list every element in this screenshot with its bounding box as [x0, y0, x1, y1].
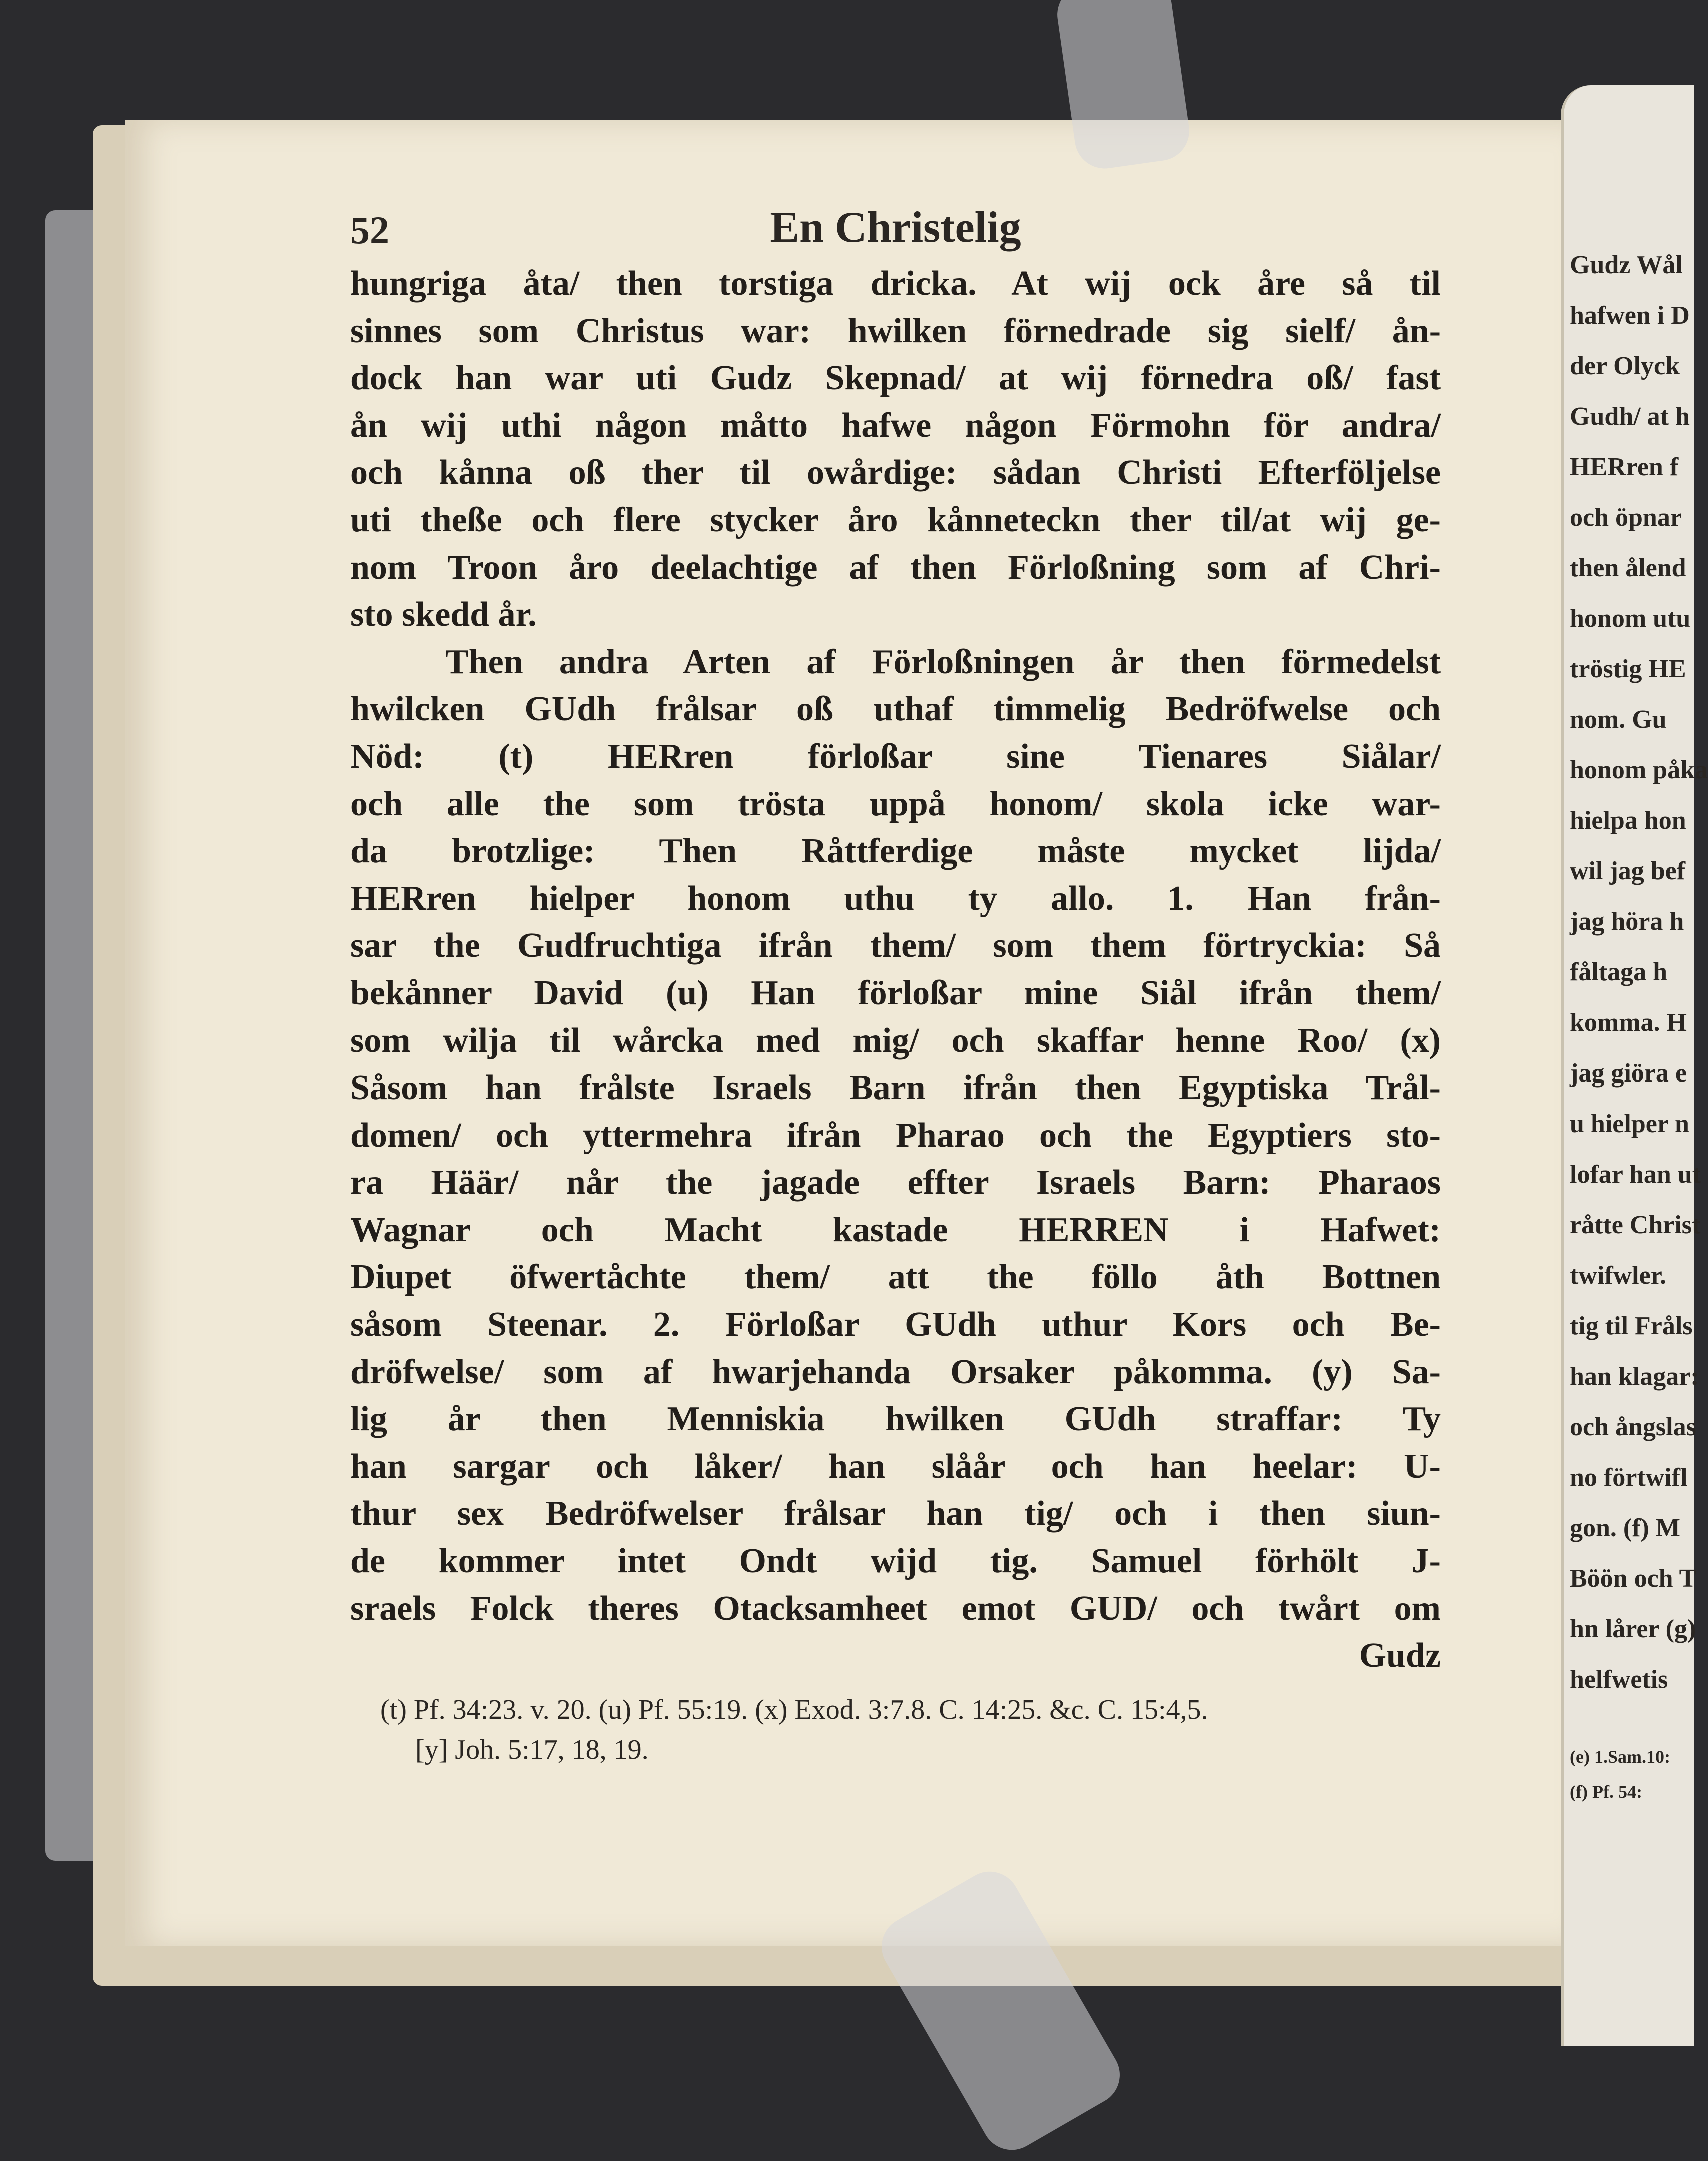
text-line: dock han war uti Gudz Skepnad/ at wij förnedra oß/ fast: [350, 359, 1441, 398]
right-page-line: råtte Christ: [1570, 1211, 1701, 1239]
right-page-footnote: (f) Pf. 54:: [1570, 1782, 1642, 1802]
right-page-line: u hielper n: [1570, 1110, 1689, 1138]
body-text: [350, 260, 1441, 1680]
catchword: Gudz: [1359, 1636, 1441, 1675]
text-line: da brotzlige: Then Råttferdige måste mycket lijda/: [350, 832, 1441, 871]
right-page-line: nom. Gu: [1570, 705, 1667, 734]
text-line: uti theße och flere stycker åro kånneteckn ther til/at wij ge-: [350, 500, 1441, 539]
text-line: bekånner David (u) Han förloßar mine Siål ifrån them/: [350, 973, 1441, 1012]
right-page-line: gon. (f) M: [1570, 1514, 1680, 1542]
text-line: domen/ och yttermehra ifrån Pharao och the Egyptiers sto-: [350, 1116, 1441, 1155]
right-page-line: jag höra h: [1570, 907, 1684, 936]
text-line: han sargar och låker/ han slåår och han heelar: U-: [350, 1447, 1441, 1486]
right-page-line: hielpa hon: [1570, 806, 1686, 835]
text-line: och kånna oß ther til owårdige: sådan Christi Efterföljelse: [350, 453, 1441, 492]
right-page-line: hn lårer (g): [1570, 1615, 1696, 1643]
page-header: [350, 203, 1441, 258]
right-page-line: then ålend: [1570, 554, 1686, 582]
right-page-line: tig til Fråls: [1570, 1312, 1693, 1340]
right-page-line: honom utu: [1570, 604, 1691, 633]
text-line: hungriga åta/ then torstiga dricka. At wij ock åre så til: [350, 264, 1441, 303]
right-page-line: der Olyck: [1570, 352, 1680, 380]
text-line: ra Häär/ når the jagade effter Israels Barn: Pharaos: [350, 1163, 1441, 1202]
right-page-line: honom påka: [1570, 756, 1708, 784]
text-line: ån wij uthi någon måtto hafwe någon Förmohn för andra/: [350, 406, 1441, 445]
right-page-line: helfwetis: [1570, 1665, 1668, 1694]
text-line: sar the Gudfruchtiga ifrån them/ som them förtryckia: Så: [350, 926, 1441, 965]
text-line: Såsom han frålste Israels Barn ifrån then Egyptiska Trål-: [350, 1068, 1441, 1108]
text-line: lig år then Menniskia hwilken GUdh straffar: Ty: [350, 1400, 1441, 1439]
text-line: de kommer intet Ondt wijd tig. Samuel förhölt J-: [350, 1542, 1441, 1581]
right-page-line: och öpnar: [1570, 503, 1682, 532]
text-line: Wagnar och Macht kastade HERREN i Hafwet:: [350, 1210, 1441, 1249]
footnote-line: (t) Pf. 34:23. v. 20. (u) Pf. 55:19. (x) Exod. 3:7.8. C. 14:25. &c. C. 15:4,5.: [380, 1694, 1208, 1725]
right-page-line: no förtwifl: [1570, 1463, 1688, 1492]
right-page-line: wil jag bef: [1570, 857, 1686, 885]
text-line: Nöd: (t) HERren förloßar sine Tienares Siålar/: [350, 737, 1441, 776]
text-line: sraels Folck theres Otacksamheet emot GUD/ och twårt om: [350, 1589, 1441, 1628]
right-page-line: fåltaga h: [1570, 958, 1667, 986]
text-line: och alle the som trösta uppå honom/ skola icke war-: [350, 784, 1441, 823]
text-line: hwilcken GUdh frålsar oß uthaf timmelig Bedröfwelse och: [350, 690, 1441, 729]
right-page-line: Böön och T: [1570, 1564, 1697, 1593]
text-line: dröfwelse/ som af hwarjehanda Orsaker påkomma. (y) Sa-: [350, 1352, 1441, 1391]
right-page-line: HERren f: [1570, 453, 1679, 481]
right-page-line: och ångslas: [1570, 1413, 1696, 1441]
right-page-line: Gudz Wål: [1570, 251, 1683, 279]
running-head: En Christelig: [770, 203, 1021, 252]
right-page-line: Gudh/ at h: [1570, 402, 1690, 431]
text-line: sto skedd år.: [350, 595, 537, 634]
footnote-line: [y] Joh. 5:17, 18, 19.: [415, 1734, 649, 1765]
right-page-line: hafwen i D: [1570, 301, 1690, 330]
text-line: som wilja til wårcka med mig/ och skaffar henne Roo/ (x): [350, 1021, 1441, 1060]
text-line: Then andra Arten af Förloßningen år then förmedelst: [445, 642, 1441, 681]
right-page: [1561, 85, 1708, 2046]
text-line: nom Troon åro deelachtige af then Förloßning som af Chri-: [350, 548, 1441, 587]
right-page-line: jag giöra e: [1570, 1059, 1687, 1088]
right-page-line: twifwler.: [1570, 1261, 1667, 1290]
text-line: thur sex Bedröfwelser frålsar han tig/ och i then siun-: [350, 1494, 1441, 1533]
page-number: 52: [350, 208, 389, 252]
text-line: Diupet öfwertåchte them/ att the föllo åth Bottnen: [350, 1258, 1441, 1297]
text-line: såsom Steenar. 2. Förloßar GUdh uthur Kors och Be-: [350, 1305, 1441, 1344]
right-page-line: tröstig HE: [1570, 655, 1686, 683]
text-line: sinnes som Christus war: hwilken förnedrade sig sielf/ ån-: [350, 311, 1441, 350]
right-page-line: lofar han ut: [1570, 1160, 1701, 1189]
text-line: HERren hielper honom uthu ty allo. 1. Han från-: [350, 879, 1441, 918]
right-page-line: han klagar:: [1570, 1362, 1699, 1391]
right-page-footnote: (e) 1.Sam.10:: [1570, 1747, 1670, 1767]
right-page-line: komma. H: [1570, 1008, 1687, 1037]
